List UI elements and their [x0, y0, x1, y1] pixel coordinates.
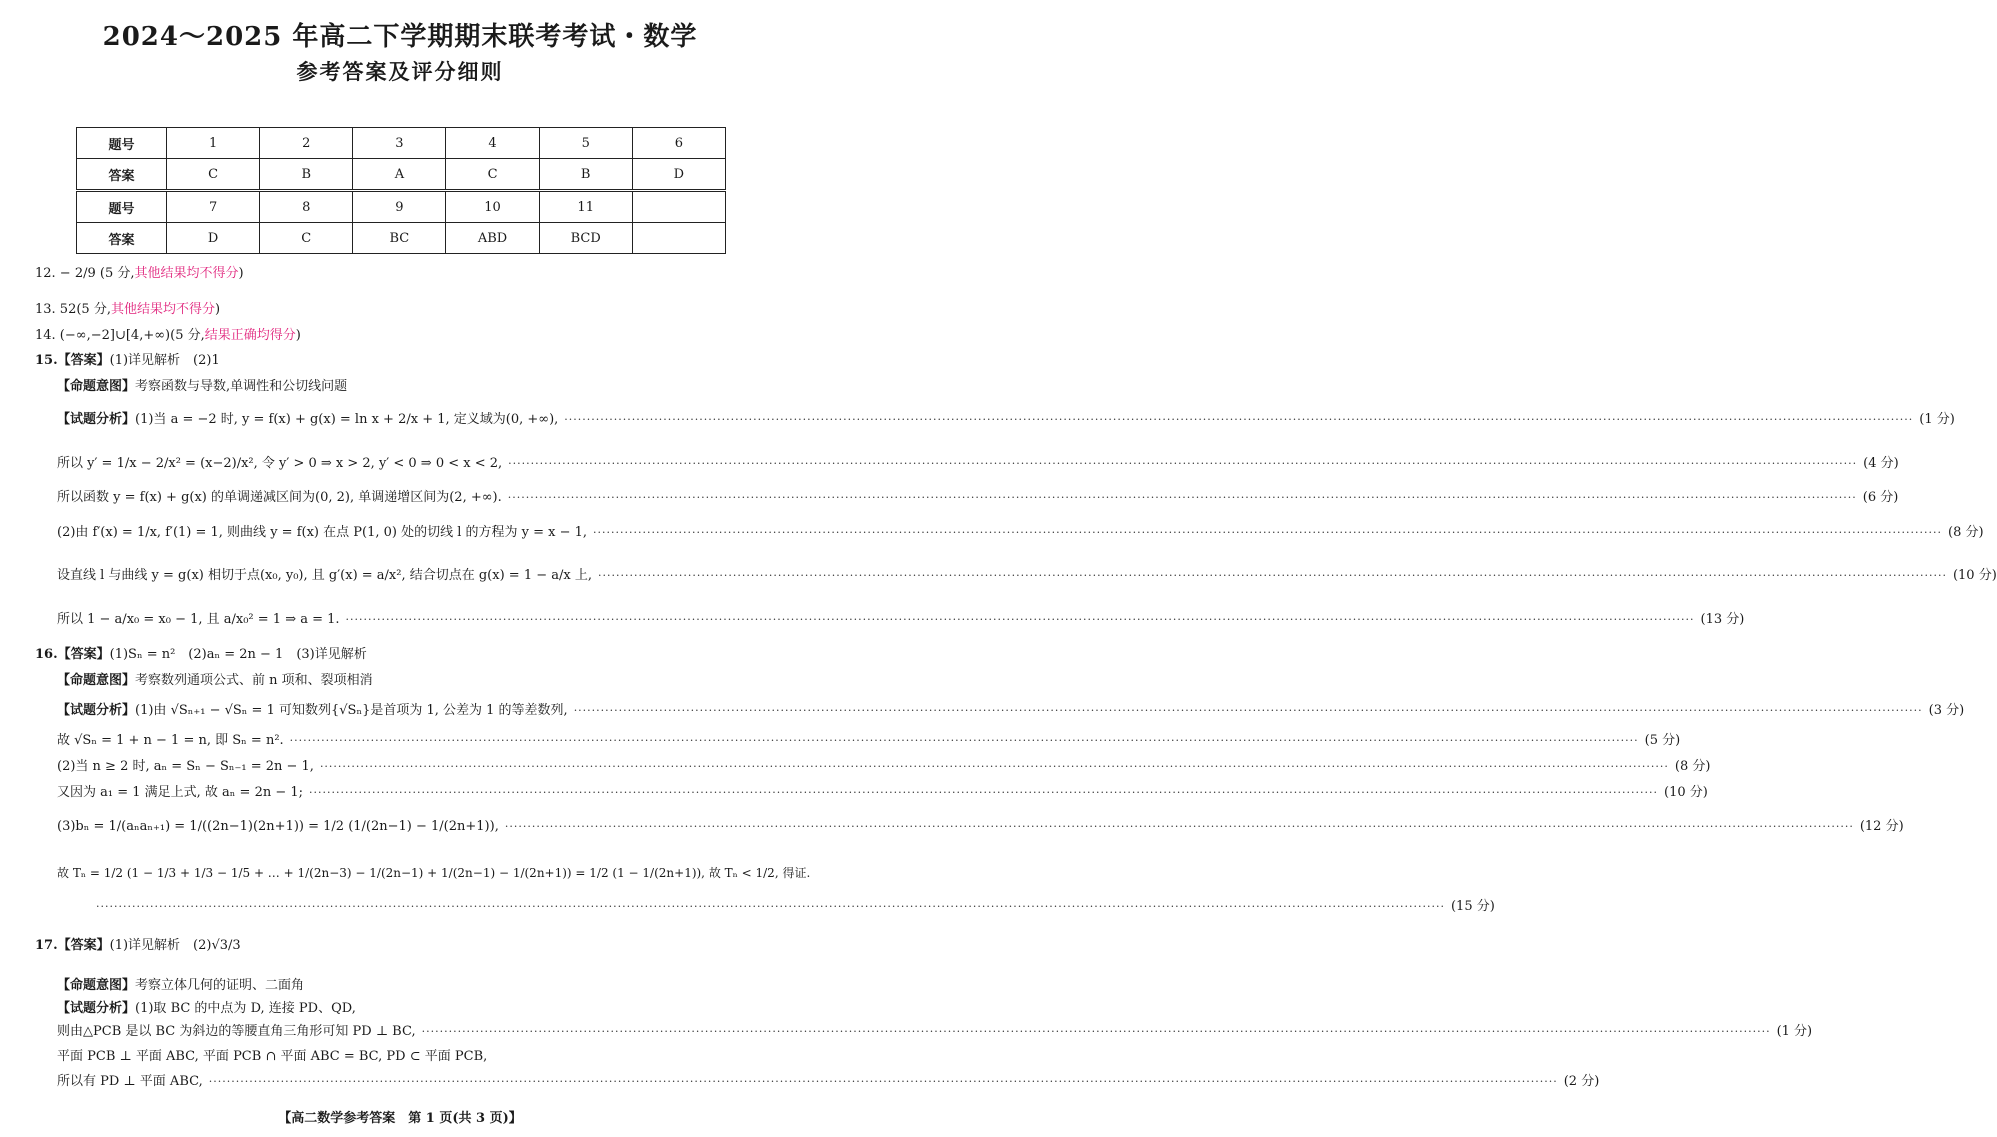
answer-table [76, 127, 726, 254]
table-cell: C [260, 223, 353, 254]
score: (8 分) [1674, 759, 1711, 774]
score: (3 分) [1928, 703, 1965, 718]
table-cell: BC [353, 223, 446, 254]
q16-step-7: ············································································································································································································································································································ (15 分) [96, 899, 1495, 914]
table-cell: 7 [167, 191, 260, 223]
q16-step-2: 故 √Sₙ = 1 + n − 1 = n, 即 Sₙ = n². ············································································································································································································································································································ (5 分) [57, 733, 1681, 748]
score: (6 分) [1862, 490, 1899, 505]
table-cell: C [167, 159, 260, 191]
q15-step-5: 设直线 l 与曲线 y = g(x) 相切于点(x₀, y₀), 且 g′(x) = a/x², 结合切点在 g(x) = 1 − a/x 上, ············································································································································································································································································································ (10 分) [57, 568, 1997, 583]
score: (4 分) [1863, 456, 1899, 471]
q16-step-1: 【试题分析】(1)由 √Sₙ₊₁ − √Sₙ = 1 可知数列{√Sₙ}是首项为 1, 公差为 1 的等差数列, ············································································································································································································································································································ (3 分) [57, 703, 1965, 718]
q16-step-4: 又因为 a₁ = 1 满足上式, 故 aₙ = 2n − 1; ············································································································································································································································································································ (10 分) [57, 785, 1708, 800]
table-cell: 8 [260, 191, 353, 223]
table-cell: 9 [353, 191, 446, 223]
table-cell: 10 [446, 191, 539, 223]
q17-intent: 【命题意图】考察立体几何的证明、二面角 [57, 978, 305, 993]
score: (13 分) [1700, 612, 1745, 627]
q15-step-3: 所以函数 y = f(x) + g(x) 的单调递减区间为(0, 2), 单调递增区间为(2, +∞). ············································································································································································································································································································ (6 分) [57, 490, 1899, 505]
q17-answer: 17.【答案】(1)详见解析 (2)√3/3 [35, 938, 241, 953]
table-cell: 6 [632, 128, 725, 159]
q13-line: 13. 52(5 分,其他结果均不得分) [35, 302, 221, 317]
table-cell: 4 [446, 128, 539, 159]
table-row [77, 223, 726, 254]
q14-note: 结果正确均得分 [204, 328, 296, 343]
table-cell: A [353, 159, 446, 191]
page-subtitle: 参考答案及评分细则 [296, 59, 504, 84]
q17-step-3: 平面 PCB ⊥ 平面 ABC, 平面 PCB ∩ 平面 ABC = BC, PD ⊂ 平面 PCB, [57, 1049, 488, 1064]
q15-step-6: 所以 1 − a/x₀ = x₀ − 1, 且 a/x₀² = 1 ⇒ a = 1. ············································································································································································································································································································ (13 分) [57, 612, 1745, 627]
score: (15 分) [1450, 899, 1495, 914]
table-cell: 1 [167, 128, 260, 159]
q12-line: 12. − 2/9 (5 分,其他结果均不得分) [35, 266, 244, 281]
q16-step-3: (2)当 n ≥ 2 时, aₙ = Sₙ − Sₙ₋₁ = 2n − 1, ············································································································································································································································································································ (8 分) [57, 759, 1711, 774]
score: (2 分) [1563, 1074, 1600, 1089]
q15-answer: 15.【答案】(1)详见解析 (2)1 [35, 353, 220, 368]
score: (1 分) [1776, 1024, 1813, 1039]
q16-step-6: 故 Tₙ = 1/2 (1 − 1/3 + 1/3 − 1/5 + … + 1/(2n−3) − 1/(2n−1) + 1/(2n−1) − 1/(2n+1)) = 1/2 (1 − 1/(2n+1)), 故 Tₙ < 1/2, 得证. [57, 866, 811, 880]
page-title: 2024～2025 年高二下学期期末联考考试・数学 [102, 22, 698, 52]
table-row-header: 题号 [77, 191, 167, 223]
q15-intent: 【命题意图】考察函数与导数,单调性和公切线问题 [57, 379, 348, 394]
table-row-header: 答案 [77, 159, 167, 191]
table-cell [632, 191, 725, 223]
table-cell: 2 [260, 128, 353, 159]
table-cell: 3 [353, 128, 446, 159]
q16-answer: 16.【答案】(1)Sₙ = n² (2)aₙ = 2n − 1 (3)详见解析 [35, 647, 367, 662]
q17-step-1: 【试题分析】(1)取 BC 的中点为 D, 连接 PD、QD, [57, 1001, 356, 1016]
score: (8 分) [1948, 525, 1984, 540]
table-cell: 5 [539, 128, 632, 159]
table-cell: 11 [539, 191, 632, 223]
table-cell: BCD [539, 223, 632, 254]
q16-intent: 【命题意图】考察数列通项公式、前 n 项和、裂项相消 [57, 673, 373, 688]
table-cell: C [446, 159, 539, 191]
q17-step-4: 所以有 PD ⊥ 平面 ABC, ············································································································································································································································································································ (2 分) [57, 1074, 1600, 1089]
q15-step-4: (2)由 f′(x) = 1/x, f′(1) = 1, 则曲线 y = f(x) 在点 P(1, 0) 处的切线 l 的方程为 y = x − 1, ············································································································································································································································································································ (8 分) [57, 525, 1984, 540]
q13-note: 其他结果均不得分 [110, 302, 215, 317]
q15-step-1: 【试题分析】(1)当 a = −2 时, y = f(x) + g(x) = ln x + 2/x + 1, 定义域为(0, +∞), ············································································································································································································································································································ (1 分) [57, 412, 1955, 427]
table-cell: B [539, 159, 632, 191]
q15-step-2: 所以 y′ = 1/x − 2/x² = (x−2)/x², 令 y′ > 0 ⇒ x > 2, y′ < 0 ⇒ 0 < x < 2, ············································································································································································································································································································ (4 分) [57, 456, 1899, 471]
table-row-header: 题号 [77, 128, 167, 159]
q16-step-5: (3)bₙ = 1/(aₙaₙ₊₁) = 1/((2n−1)(2n+1)) = 1/2 (1/(2n−1) − 1/(2n+1)), ············································································································································································································································································································ (12 分) [57, 819, 1904, 834]
q14-line: 14. (−∞,−2]∪[4,+∞)(5 分,结果正确均得分) [35, 328, 301, 343]
score: (10 分) [1952, 568, 1997, 583]
score: (5 分) [1644, 733, 1681, 748]
score: (1 分) [1919, 412, 1955, 427]
table-cell [632, 223, 725, 254]
table-row [77, 159, 726, 191]
table-cell: B [260, 159, 353, 191]
table-cell: D [632, 159, 725, 191]
q17-step-2: 则由△PCB 是以 BC 为斜边的等腰直角三角形可知 PD ⊥ BC, ············································································································································································································································································································ (1 分) [57, 1024, 1813, 1039]
table-row-header: 答案 [77, 223, 167, 254]
table-row [77, 191, 726, 223]
score: (10 分) [1664, 785, 1708, 800]
table-cell: D [167, 223, 260, 254]
table-cell: ABD [446, 223, 539, 254]
page-footer: 【高二数学参考答案 第 1 页(共 3 页)】 [278, 1111, 522, 1126]
score: (12 分) [1859, 819, 1904, 834]
table-row [77, 128, 726, 159]
q12-note: 其他结果均不得分 [134, 266, 239, 281]
